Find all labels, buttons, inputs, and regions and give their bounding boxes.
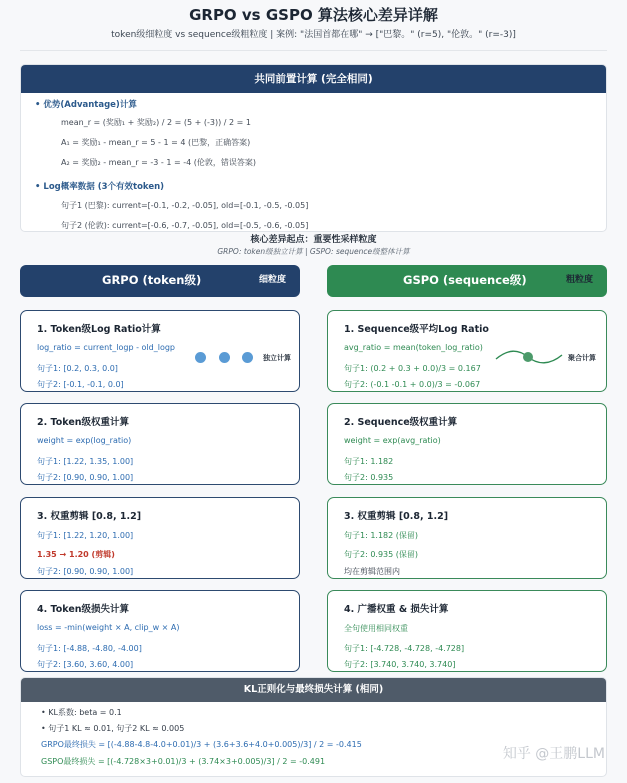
token-dot-icon (242, 352, 253, 363)
gspo-card-3 (327, 497, 607, 579)
gspo-card-1-s2: 句子2: (-0.1 -0.1 + 0.0)/3 = -0.067 (344, 380, 481, 389)
gspo-card-1-formula: avg_ratio = mean(token_log_ratio) (344, 343, 483, 352)
grpo-card-4-s1: 句子1: [-4.88, -4.80, -4.00] (37, 644, 142, 653)
grpo-header (20, 265, 300, 297)
divergence-title: 核心差异起点：重要性采样粒度 (250, 235, 377, 245)
gspo-card-2-title: 2. Sequence级权重计算 (344, 417, 458, 428)
gspo-card-3-s2: 句子2: 0.935 (保留) (344, 550, 419, 559)
sequence-wave-icon (494, 347, 564, 367)
grpo-card-1-s2: 句子2: [-0.1, -0.1, 0.0] (37, 380, 124, 389)
logprob-title-text: Log概率数据 (3个有效token) (43, 182, 165, 192)
grpo-card-1-s1: 句子1: [0.2, 0.3, 0.0] (37, 364, 118, 373)
grpo-card-3-s1: 句子1: [1.22, 1.20, 1.00] (37, 531, 134, 540)
gspo-name: GSPO (sequence级) (403, 273, 527, 287)
grpo-name: GRPO (token级) (102, 273, 202, 287)
gspo-card-4-s1: 句子1: [-4.728, -4.728, -4.728] (344, 644, 465, 653)
final-section-title: KL正则化与最终损失计算 (相同) (21, 678, 606, 702)
gspo-header (327, 265, 607, 297)
final-line-1: • KL系数: beta = 0.1 (41, 708, 122, 717)
grpo-tag: 细粒度 (258, 275, 286, 285)
advantage-line-2: A₁ = 奖励₁ - mean_r = 5 - 1 = 4 (巴黎，正确答案) (61, 138, 251, 147)
gspo-card-4-s2: 句子2: [3.740, 3.740, 3.740] (344, 660, 456, 669)
grpo-card-3 (20, 497, 300, 579)
gspo-card-4 (327, 590, 607, 672)
advantage-title-text: 优势(Advantage)计算 (43, 100, 137, 110)
token-dot-icon (195, 352, 206, 363)
grpo-card-2 (20, 403, 300, 485)
common-section-title: 共同前置计算 (完全相同) (21, 65, 606, 93)
logprob-line-2: 句子2 (伦敦): current=[-0.6, -0.7, -0.05], old=[-0.5, -0.6, -0.05] (61, 221, 309, 230)
advantage-title: • 优势(Advantage)计算 (35, 100, 137, 110)
advantage-line-3: A₂ = 奖励₂ - mean_r = -3 - 1 = -4 (伦敦，错误答案) (61, 158, 257, 167)
gspo-card-4-title: 4. 广播权重 & 损失计算 (344, 604, 449, 615)
grpo-card-3-clip: 1.35 → 1.20 (剪辑) (37, 550, 115, 559)
grpo-card-2-s1: 句子1: [1.22, 1.35, 1.00] (37, 457, 134, 466)
grpo-card-4 (20, 590, 300, 672)
page-subtitle: token级细粒度 vs sequence级粗粒度 | 案例: "法国首都在哪" → ["巴黎。" (r=5), "伦敦。" (r=-3)] (111, 30, 516, 40)
grpo-card-4-s2: 句子2: [3.60, 3.60, 4.00] (37, 660, 134, 669)
token-dot-icon (219, 352, 230, 363)
gspo-final-loss: GSPO最终损失 = [(-4.728×3+0.01)/3 + (3.74×3+0.005)/3] / 2 = -0.491 (41, 757, 326, 766)
final-line-2: • 句子1 KL ≈ 0.01, 句子2 KL ≈ 0.005 (41, 724, 185, 733)
grpo-card-4-formula: loss = -min(weight × A, clip_w × A) (37, 623, 180, 632)
watermark: 知乎 @王鹏LLM (502, 746, 605, 762)
gspo-card-3-note: 均在剪辑范围内 (344, 567, 400, 576)
logprob-line-1: 句子1 (巴黎): current=[-0.1, -0.2, -0.05], old=[-0.1, -0.5, -0.05] (61, 201, 309, 210)
grpo-card-1-title: 1. Token级Log Ratio计算 (37, 324, 161, 335)
grpo-card-3-s2: 句子2: [0.90, 0.90, 1.00] (37, 567, 134, 576)
gspo-side-label: 聚合计算 (568, 354, 596, 362)
grpo-card-3-title: 3. 权重剪辑 [0.8, 1.2] (37, 511, 142, 522)
grpo-side-label: 独立计算 (263, 354, 291, 362)
gspo-card-2 (327, 403, 607, 485)
gspo-card-1-s1: 句子1: (0.2 + 0.3 + 0.0)/3 = 0.167 (344, 364, 481, 373)
gspo-card-2-s1: 句子1: 1.182 (344, 457, 394, 466)
common-section (20, 64, 607, 232)
grpo-card-2-title: 2. Token级权重计算 (37, 417, 130, 428)
divergence-subtitle: GRPO: token级独立计算 | GSPO: sequence级整体计算 (217, 247, 410, 256)
grpo-card-4-title: 4. Token级损失计算 (37, 604, 130, 615)
gspo-card-3-s1: 句子1: 1.182 (保留) (344, 531, 419, 540)
page-title: GRPO vs GSPO 算法核心差异详解 (189, 6, 438, 24)
advantage-line-1: mean_r = (奖励₁ + 奖励₂) / 2 = (5 + (-3)) / 2 = 1 (61, 118, 251, 127)
gspo-card-3-title: 3. 权重剪辑 [0.8, 1.2] (344, 511, 449, 522)
grpo-card-2-s2: 句子2: [0.90, 0.90, 1.00] (37, 473, 134, 482)
gspo-card-2-s2: 句子2: 0.935 (344, 473, 394, 482)
gspo-card-4-formula: 全句使用相同权重 (344, 624, 408, 633)
grpo-card-2-formula: weight = exp(log_ratio) (37, 436, 132, 445)
gspo-card-1 (327, 310, 607, 392)
grpo-final-loss: GRPO最终损失 = [(-4.88-4.8-4.0+0.01)/3 + (3.6+3.6+4.0+0.005)/3] / 2 = -0.415 (41, 740, 362, 749)
divider (20, 50, 607, 51)
logprob-title: • Log概率数据 (3个有效token) (35, 182, 165, 192)
grpo-card-1-formula: log_ratio = current_logp - old_logp (37, 343, 176, 352)
grpo-card-1 (20, 310, 300, 392)
gspo-card-2-formula: weight = exp(avg_ratio) (344, 436, 441, 445)
gspo-tag: 粗粒度 (565, 275, 593, 285)
gspo-card-1-title: 1. Sequence级平均Log Ratio (344, 324, 489, 335)
